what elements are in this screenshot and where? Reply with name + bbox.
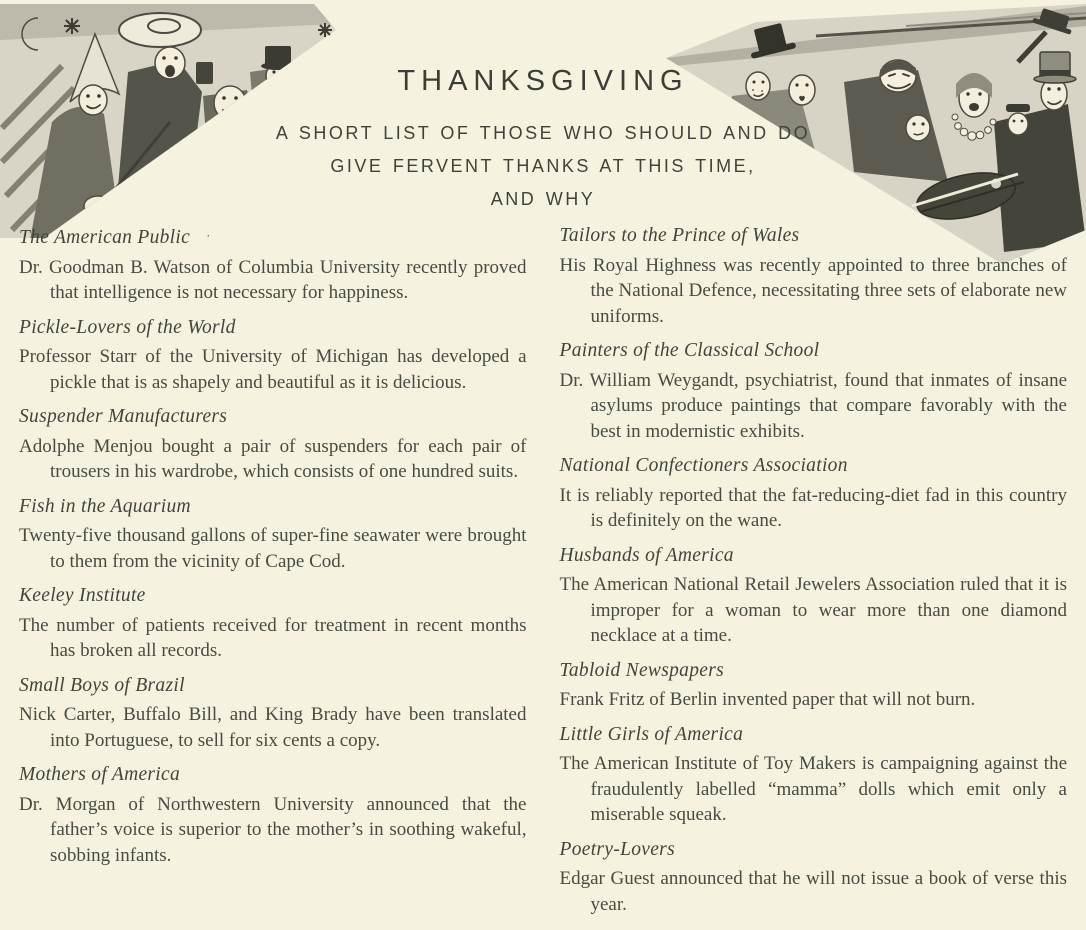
subtitle-line-3: AND WHY [490, 189, 596, 209]
entry-heading: Husbands of America [559, 544, 734, 566]
entry-body: Dr. Goodman B. Watson of Columbia University recently proved that intelligence is not necessary for happiness. [19, 256, 527, 303]
list-item [560, 658, 1068, 713]
entry-heading: Tailors to the Prince of Wales [559, 225, 800, 246]
list-item [19, 673, 527, 754]
entry-body: Adolphe Menjou bought a pair of suspenders for each pair of trousers in his wardrobe, which consists of one hundred suits. [19, 435, 527, 482]
list-item [560, 223, 1068, 329]
entry-body: The number of patients received for treatment in recent months has broken all records. [19, 614, 527, 661]
masthead [0, 0, 1086, 210]
entry-body: It is reliably reported that the fat-reducing-diet fad in this country is definitely on the wane. [559, 484, 1067, 531]
page-title: THANKSGIVING [397, 65, 689, 97]
list-item [560, 722, 1068, 828]
entry-body: Twenty-five thousand gallons of super-fine seawater were brought to them from the vicinity of Cape Cod. [19, 525, 527, 572]
list-item [19, 223, 527, 306]
list-item [560, 837, 1068, 918]
entry-body: Nick Carter, Buffalo Bill, and King Brady have been translated into Portuguese, to sell for six cents a copy. [19, 704, 527, 751]
entry-heading: Mothers of America [19, 764, 181, 785]
entry-body: The American Institute of Toy Makers is campaigning against the fraudulently labelled “mamma” dolls which emit only a miserable squeak. [559, 753, 1067, 825]
entry-heading [19, 223, 527, 251]
entry-body: His Royal Highness was recently appointed to three branches of the National Defence, necessitating three sets of elaborate new uniforms. [559, 254, 1067, 327]
list-item [560, 543, 1068, 649]
entry-heading: Painters of the Classical School [559, 340, 820, 361]
list-item [19, 583, 527, 664]
right-column [560, 223, 1068, 917]
entry-heading: Pickle-Lovers of the World [19, 316, 236, 338]
left-column [19, 223, 527, 917]
list-item [19, 762, 527, 868]
entry-body: Edgar Guest announced that he will not issue a book of verse this year. [559, 868, 1067, 915]
entry-heading: Fish in the Aquarium [19, 495, 191, 517]
entry-heading: Small Boys of Brazil [19, 674, 185, 696]
list-columns [0, 223, 1086, 917]
list-item [560, 453, 1068, 534]
list-item [560, 338, 1068, 444]
subtitle-line-2: GIVE FERVENT THANKS AT THIS TIME, [330, 156, 756, 176]
entry-body: Frank Fritz of Berlin invented paper that will not burn. [559, 689, 976, 710]
subtitle-line-1: A SHORT LIST OF THOSE WHO SHOULD AND DO [275, 123, 811, 143]
entry-body: Dr. William Weygandt, psychiatrist, found that inmates of insane asylums produce paintings that compare favorably with the best in modernistic exhibits. [559, 369, 1067, 442]
entry-heading: Suspender Manufacturers [19, 406, 228, 427]
entry-heading: Little Girls of America [559, 723, 744, 745]
entry-body: The American National Retail Jewelers Association ruled that it is improper for a woman to wear more than one diamond necklace at a time. [559, 574, 1067, 646]
list-item [19, 315, 527, 396]
entry-heading-text: The American Public [19, 227, 191, 248]
entry-body: Professor Starr of the University of Michigan has developed a pickle that is as shapely and beautiful as it is delicious. [19, 346, 527, 393]
list-item [19, 494, 527, 575]
entry-heading: Tabloid Newspapers [559, 659, 725, 681]
entry-body: Dr. Morgan of Northwestern University announced that the father’s voice is superior to the mother’s in soothing wakeful, sobbing infants. [19, 793, 527, 866]
entry-heading: Keeley Institute [19, 585, 146, 606]
entry-heading-mark: · [206, 228, 211, 243]
list-item [19, 404, 527, 485]
entry-heading: National Confectioners Association [559, 455, 848, 476]
entry-heading: Poetry-Lovers [559, 838, 675, 860]
